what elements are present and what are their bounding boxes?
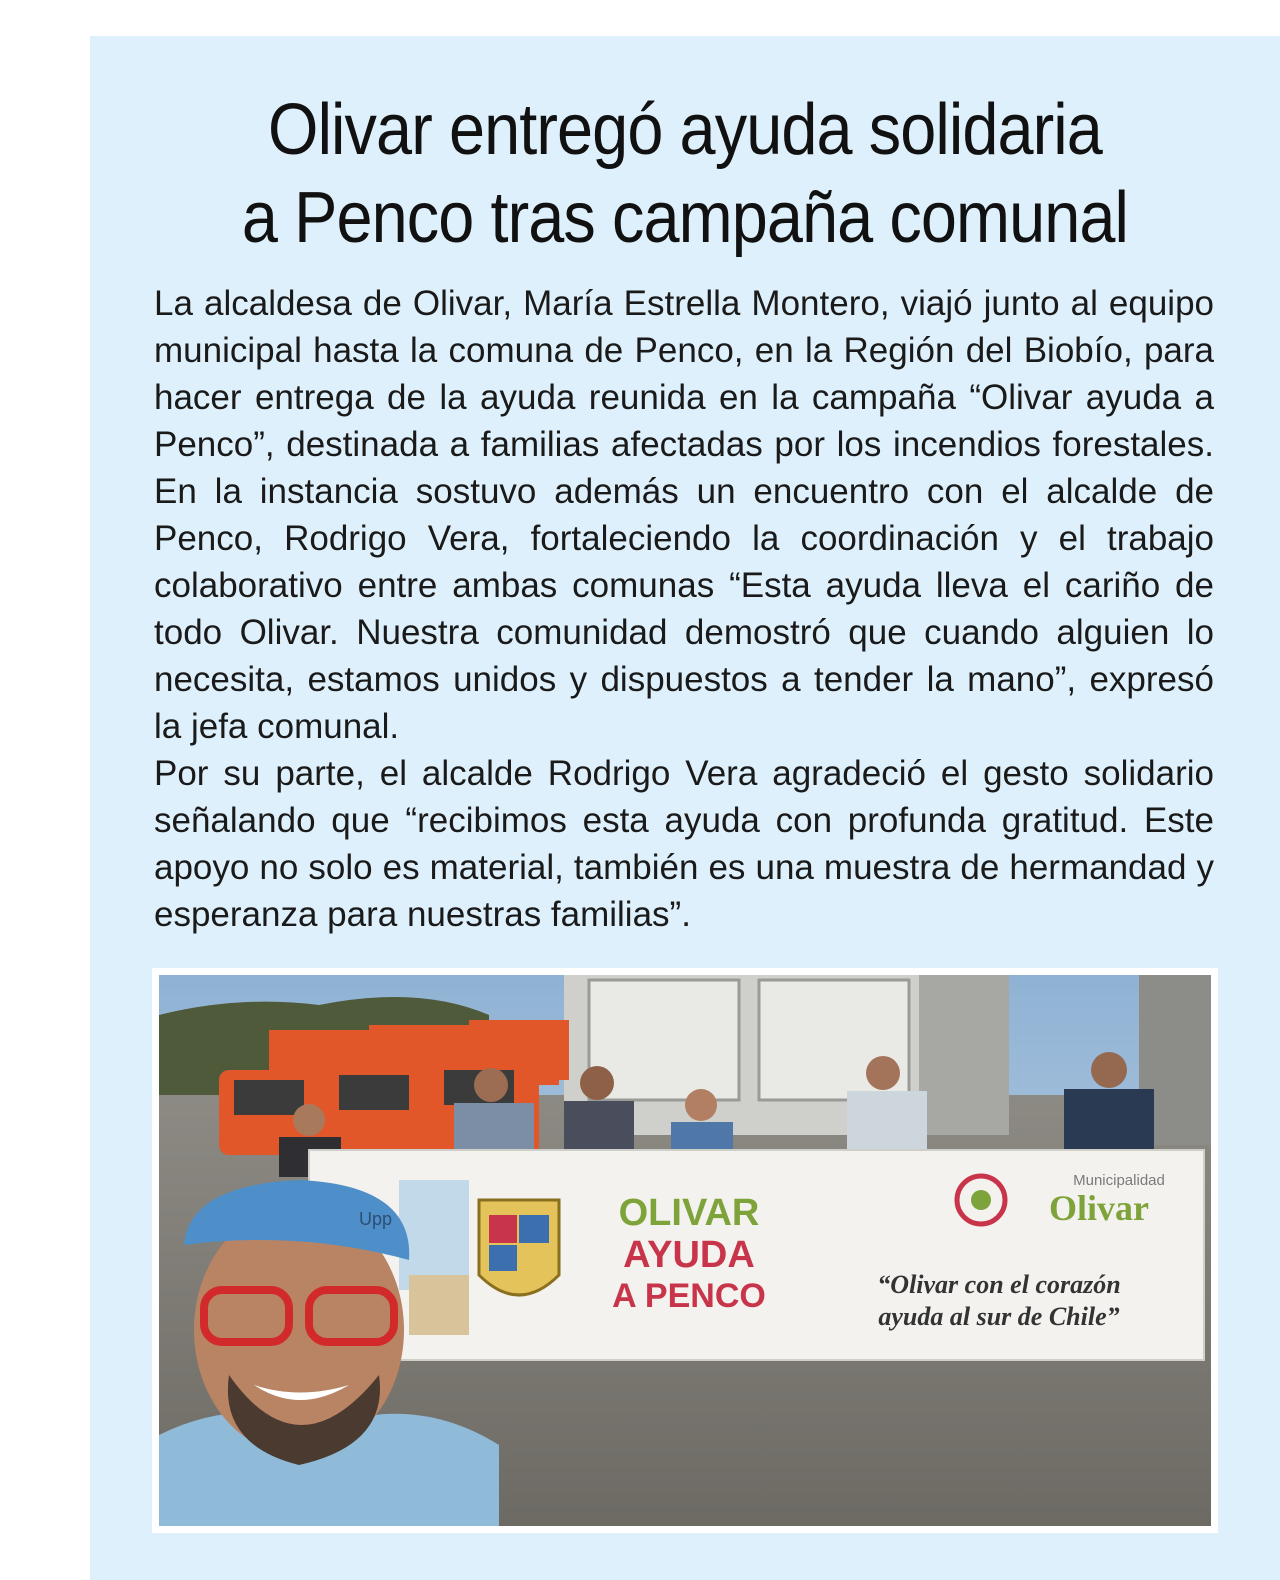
article-panel (90, 36, 1280, 1580)
title-line-2: a Penco tras campaña comunal (241, 178, 1129, 258)
banner-line-2: AYUDA (623, 1234, 755, 1276)
logo-top-text: Municipalidad (1073, 1172, 1165, 1189)
slogan-line-2: ayuda al sur de Chile” (878, 1302, 1120, 1331)
article-body (154, 280, 1214, 938)
title-line-1: Olivar entregó ayuda solidaria (268, 90, 1102, 170)
article-photo (159, 975, 1211, 1526)
donated-supplies (399, 1180, 469, 1335)
paragraph-1: La alcaldesa de Olivar, María Estrella Montero, viajó junto al equipo municipal hasta la comuna de Penco, en la Región del Biobío, para hacer entrega de la ayuda reunida en la campaña “Olivar ayuda a Penco”, destinada a familias afectadas por los incendios forestales. En la instancia sostuvo además un encuentro con el alcalde de Penco, Rodrigo Vera, fortaleciendo la coordinación y el trabajo colaborativo entre ambas comunas “Esta ayuda lleva el cariño de todo Olivar. Nuestra comunidad demostró que cuando alguien lo necesita, estamos unidos y dispuestos a tender la mano”, expresó la jefa comunal. (154, 284, 1214, 746)
banner-line-3: A PENCO (612, 1277, 766, 1315)
article-title (150, 86, 1221, 262)
article-photo-frame (152, 968, 1218, 1533)
coat-of-arms-icon (479, 1200, 559, 1295)
cap-text: Upp (359, 1209, 393, 1229)
logo-name-text: Olivar (1049, 1188, 1149, 1228)
paragraph-2: Por su parte, el alcalde Rodrigo Vera agradeció el gesto solidario señalando que “recibimos esta ayuda con profunda gratitud. Este apoyo no solo es material, también es una muestra de hermandad y esperanza para nuestras familias”. (154, 754, 1214, 934)
banner-line-1: OLIVAR (618, 1192, 760, 1234)
slogan-line-1: “Olivar con el corazón (877, 1270, 1121, 1299)
